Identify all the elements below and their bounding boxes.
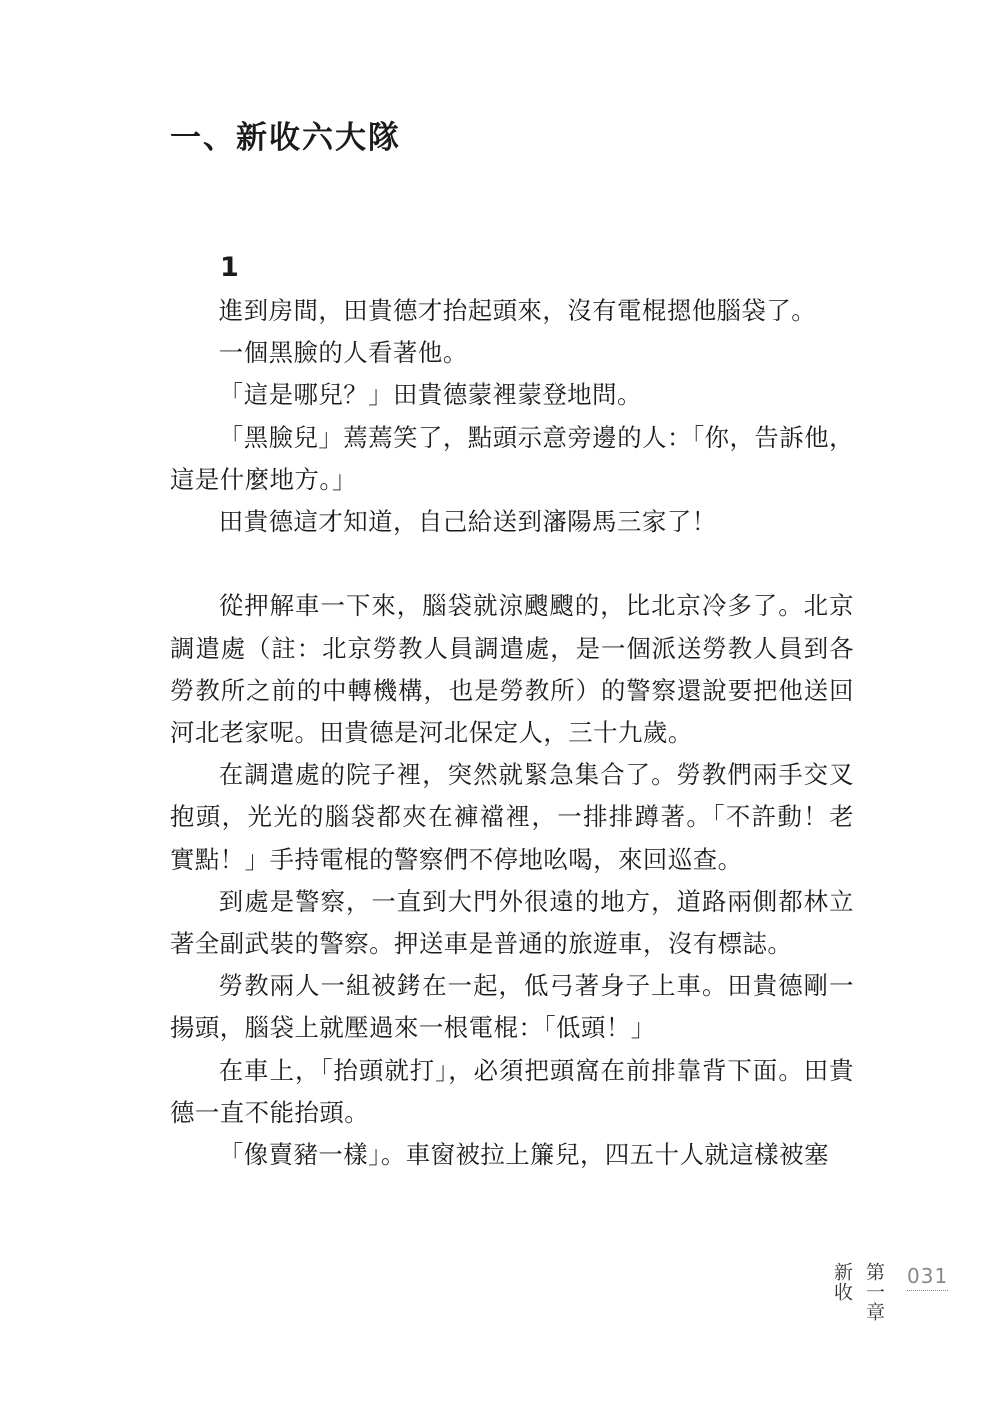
paragraph: 一個黑臉的人看著他。: [218, 338, 468, 368]
paragraph: 田貴德這才知道，自己給送到瀋陽馬三家了！: [218, 507, 717, 537]
footer-chapter-title: 新收: [831, 1262, 853, 1302]
paragraph: 勞教兩人一組被銬在一起，低弓著身子上車。田貴德剛一揚頭，腦袋上就壓過來一根電棍：「低頭！」: [170, 971, 854, 1043]
section-number: 1: [220, 252, 239, 283]
chapter-heading: 一、新收六大隊: [170, 120, 401, 156]
body-text: [170, 290, 854, 1176]
paragraph: 「像賣豬一樣」。車窗被拉上簾兒，四五十人就這樣被塞: [218, 1140, 829, 1170]
paragraph: 在車上，「抬頭就打」，必須把頭窩在前排靠背下面。田貴德一直不能抬頭。: [170, 1055, 854, 1127]
paragraph: 「這是哪兒？」田貴德蒙裡蒙登地問。: [218, 380, 642, 410]
footer-chapter-label: 第一章: [863, 1262, 885, 1322]
paragraph: 進到房間，田貴德才抬起頭來，沒有電棍摁他腦袋了。: [218, 296, 817, 325]
page-footer: [825, 1262, 949, 1332]
paragraph: 「黑臉兒」蔫蔫笑了，點頭示意旁邊的人：「你，告訴他，這是什麼地方。」: [170, 422, 854, 494]
paragraph: 從押解車一下來，腦袋就涼颼颼的，比北京冷多了。北京調遣處（註：北京勞教人員調遣處，是一個派送勞教人員到各勞教所之前的中轉機構，也是勞教所）的警察還說要把他送回河北老家呢。田貴德是河北保定人，三十九歲。: [170, 591, 854, 748]
paragraph: 在調遣處的院子裡，突然就緊急集合了。勞教們兩手交叉抱頭，光光的腦袋都夾在褲襠裡，一排排蹲著。「不許動！老實點！」手持電棍的警察們不停地吆喝，來回巡查。: [170, 760, 854, 874]
paragraph: 到處是警察，一直到大門外很遠的地方，道路兩側都林立著全副武裝的警察。押送車是普通的旅遊車，沒有標誌。: [170, 886, 854, 959]
page-number: 031: [907, 1264, 948, 1291]
